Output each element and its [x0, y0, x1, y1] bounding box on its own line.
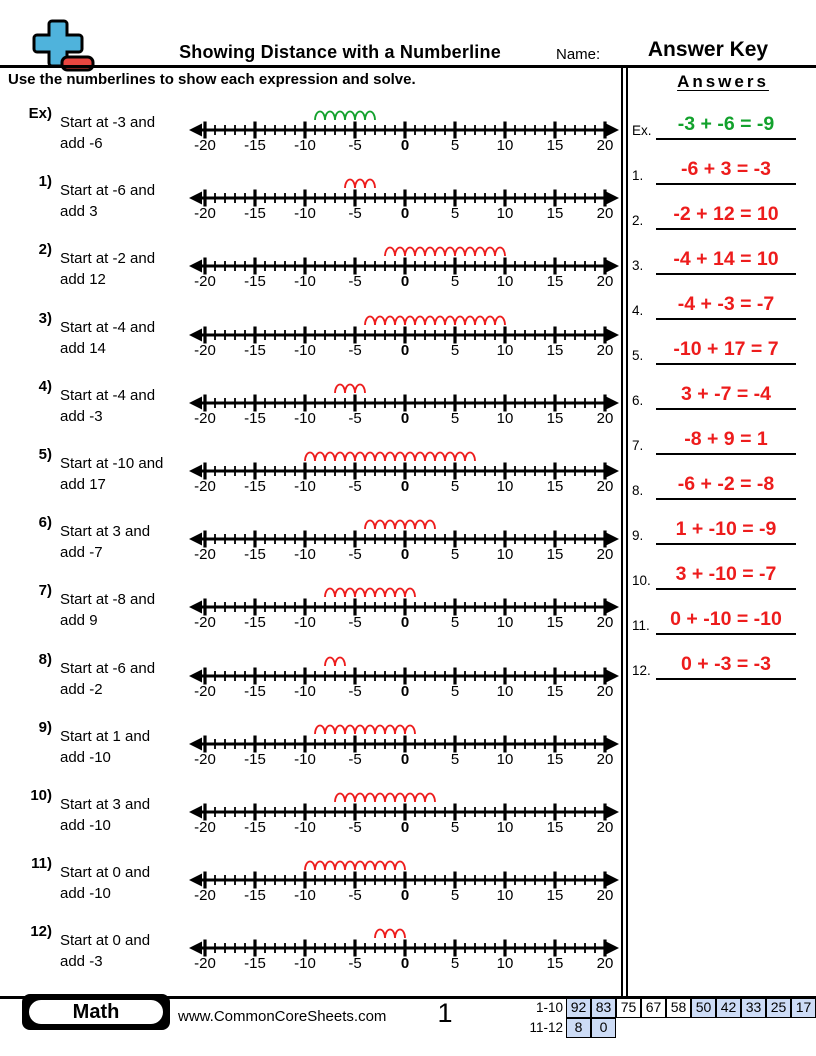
svg-text:-15: -15 [244, 409, 266, 427]
arrow-left-icon [189, 328, 202, 341]
svg-text:20: 20 [596, 750, 614, 768]
svg-text:5: 5 [450, 409, 460, 427]
numberline [186, 651, 634, 707]
arrow-left-icon [189, 601, 202, 614]
problem-row-8 [0, 651, 620, 715]
svg-text:-10: -10 [294, 409, 316, 427]
answer-blank-line [656, 408, 796, 411]
problem-text: Start at 3 and add -10 [60, 796, 151, 834]
answer-row-10 [630, 556, 800, 590]
svg-text:-10: -10 [294, 887, 316, 905]
hop-arcs [315, 112, 375, 121]
svg-text:5: 5 [450, 819, 460, 836]
svg-text:-10: -10 [294, 546, 316, 564]
answer-key-text: Answer Key [647, 38, 769, 61]
svg-text:20: 20 [596, 614, 614, 632]
svg-text:10: 10 [496, 887, 514, 905]
problem-number: 8) [38, 650, 52, 668]
grade-cell: 17 [791, 998, 816, 1018]
numberline [186, 378, 634, 434]
svg-text:5: 5 [450, 887, 460, 905]
page-number: 1 [437, 998, 453, 1028]
answer-blank-line [656, 318, 796, 321]
answer-blank-line [656, 363, 796, 366]
problem-text: Start at 0 and add -3 [60, 932, 151, 971]
answer-number: 3. [632, 258, 644, 273]
problem-text: Start at -2 and add 12 [60, 250, 156, 289]
answer-number: 6. [632, 393, 644, 408]
svg-text:-15: -15 [244, 819, 266, 836]
answer-value: -8 + 9 = 1 [684, 428, 768, 450]
problem-text: Start at -3 and add -6 [60, 114, 156, 152]
problem-row-10 [0, 787, 620, 851]
svg-text:5: 5 [450, 478, 460, 495]
problem-row-3 [0, 310, 620, 374]
problem-row-2 [0, 241, 620, 305]
svg-text:10: 10 [496, 341, 514, 359]
svg-text:-15: -15 [244, 205, 266, 223]
svg-text:5: 5 [450, 750, 460, 768]
svg-text:0: 0 [400, 819, 410, 836]
problem-number: 5) [38, 446, 52, 463]
svg-text:20: 20 [596, 955, 614, 973]
svg-text:20: 20 [596, 137, 614, 154]
svg-text:15: 15 [546, 478, 564, 495]
svg-text:0: 0 [400, 887, 410, 905]
grade-cell: 75 [616, 998, 641, 1018]
svg-text:10: 10 [496, 614, 514, 632]
svg-text:0: 0 [400, 409, 410, 427]
svg-text:20: 20 [596, 819, 614, 836]
problem-row-1 [0, 173, 620, 237]
problem-text: Start at -4 and add 14 [60, 318, 156, 357]
answer-value: -2 + 12 = 10 [673, 203, 779, 225]
hop-arcs [365, 521, 435, 530]
answer-value: 3 + -10 = -7 [675, 563, 777, 585]
svg-text:10: 10 [496, 205, 514, 223]
arrow-left-icon [189, 124, 202, 137]
svg-text:-20: -20 [194, 137, 216, 154]
svg-text:-5: -5 [348, 205, 362, 223]
answer-row-5 [630, 331, 800, 365]
answer-value: -3 + -6 = -9 [677, 113, 775, 135]
minus-icon [62, 57, 93, 70]
svg-text:5: 5 [450, 341, 460, 359]
grade-cell: 50 [691, 998, 716, 1018]
svg-text:10: 10 [496, 409, 514, 427]
svg-text:0: 0 [400, 478, 410, 495]
answer-row-4 [630, 286, 800, 320]
answer-value: -4 + -3 = -7 [677, 293, 775, 315]
svg-text:-10: -10 [294, 682, 316, 700]
answer-number: 11. [632, 618, 650, 633]
svg-text:20: 20 [596, 887, 614, 905]
hop-arcs [385, 248, 505, 257]
hop-arcs [325, 589, 415, 598]
problem-row-11 [0, 855, 620, 919]
svg-text:20: 20 [596, 273, 614, 291]
grade-cell: 25 [766, 998, 791, 1018]
svg-text:0: 0 [400, 205, 410, 223]
svg-text:10: 10 [496, 478, 514, 495]
svg-text:15: 15 [546, 341, 564, 359]
svg-text:-5: -5 [348, 682, 362, 700]
answer-number: Ex. [632, 123, 652, 138]
numberline [186, 923, 634, 979]
problem-row-9 [0, 719, 620, 783]
problem-text: Start at 0 and add -10 [60, 864, 151, 903]
arrow-left-icon [189, 192, 202, 205]
problem-number: 10) [30, 787, 52, 804]
svg-text:-5: -5 [348, 137, 362, 154]
svg-text:15: 15 [546, 546, 564, 564]
grade-cell: 33 [741, 998, 766, 1018]
arrow-right-icon [606, 396, 619, 409]
answer-number: 1. [632, 168, 644, 183]
svg-text:0: 0 [400, 750, 410, 768]
svg-text:-10: -10 [294, 137, 316, 154]
svg-text:-15: -15 [244, 137, 266, 154]
hop-arcs [345, 180, 375, 189]
numberline [186, 719, 634, 775]
svg-text:0: 0 [400, 546, 410, 564]
answer-blank-line [656, 678, 796, 681]
numberline [186, 514, 634, 570]
answer-blank-line [656, 498, 796, 501]
answer-row-7 [630, 421, 800, 455]
answer-number: 9. [632, 528, 644, 543]
arrow-right-icon [606, 533, 619, 546]
grade-row-label: 11-12 [529, 1020, 563, 1035]
svg-text:5: 5 [450, 273, 460, 291]
svg-text:15: 15 [546, 750, 564, 768]
problem-text: Start at -10 and add 17 [60, 455, 164, 493]
answer-number: 5. [632, 348, 644, 363]
answer-blank-line [656, 228, 796, 231]
svg-text:15: 15 [546, 137, 564, 154]
page-title: Showing Distance with a Numberline [179, 42, 501, 62]
svg-text:-5: -5 [348, 887, 362, 905]
numberline [186, 582, 634, 638]
arrow-left-icon [189, 396, 202, 409]
svg-text:-20: -20 [194, 409, 216, 427]
grade-cell: 0 [591, 1018, 616, 1038]
svg-text:-10: -10 [294, 955, 316, 973]
arrow-left-icon [189, 737, 202, 750]
svg-text:15: 15 [546, 955, 564, 973]
problem-row-6 [0, 514, 620, 578]
svg-text:10: 10 [496, 682, 514, 700]
svg-text:5: 5 [450, 205, 460, 223]
svg-text:-15: -15 [244, 887, 266, 905]
svg-text:-10: -10 [294, 478, 316, 495]
answer-row-11 [630, 601, 800, 635]
svg-text:15: 15 [546, 205, 564, 223]
svg-text:0: 0 [400, 273, 410, 291]
grade-cell: 42 [716, 998, 741, 1018]
svg-text:-20: -20 [194, 273, 216, 291]
hop-arcs [315, 725, 415, 734]
grade-row-label: 1-10 [535, 1000, 563, 1015]
svg-text:-15: -15 [244, 750, 266, 768]
hop-arcs [305, 862, 405, 871]
svg-text:5: 5 [450, 137, 460, 154]
grade-row [527, 998, 816, 1018]
answer-number: 10. [632, 573, 651, 588]
answer-row-9 [630, 511, 800, 545]
svg-text:-20: -20 [194, 750, 216, 768]
answer-blank-line [656, 588, 796, 591]
problem-number: 1) [38, 173, 52, 191]
answer-row-12 [630, 646, 800, 680]
answer-blank-line [656, 453, 796, 456]
svg-text:10: 10 [496, 819, 514, 836]
svg-text:20: 20 [596, 478, 614, 495]
svg-text:5: 5 [450, 614, 460, 632]
svg-text:-10: -10 [294, 750, 316, 768]
svg-text:-15: -15 [244, 478, 266, 495]
svg-text:-5: -5 [348, 819, 362, 836]
problem-number: 4) [38, 377, 52, 395]
svg-text:-5: -5 [348, 750, 362, 768]
problem-number: Ex) [28, 105, 52, 122]
problem-number: 7) [38, 582, 52, 600]
answer-blank-line [656, 273, 796, 276]
problem-row-4 [0, 378, 620, 442]
svg-text:15: 15 [546, 409, 564, 427]
svg-text:-20: -20 [194, 205, 216, 223]
problem-number: 12) [30, 923, 52, 941]
numberline [186, 173, 634, 229]
arrow-left-icon [189, 669, 202, 682]
svg-text:-10: -10 [294, 273, 316, 291]
problem-row-7 [0, 582, 620, 646]
arrow-right-icon [606, 260, 619, 273]
subject-badge [22, 994, 170, 1030]
arrow-right-icon [606, 124, 619, 137]
svg-text:20: 20 [596, 341, 614, 359]
problem-text: Start at 1 and add -10 [60, 727, 151, 766]
problem-row-12 [0, 923, 620, 987]
answer-number: 8. [632, 483, 644, 498]
svg-text:15: 15 [546, 682, 564, 700]
svg-text:-5: -5 [348, 955, 362, 973]
svg-text:-20: -20 [194, 955, 216, 973]
svg-text:-10: -10 [294, 341, 316, 359]
answer-number: 7. [632, 438, 644, 453]
grade-cell: 58 [666, 998, 691, 1018]
svg-text:-20: -20 [194, 546, 216, 564]
svg-text:15: 15 [546, 614, 564, 632]
svg-text:15: 15 [546, 819, 564, 836]
svg-text:20: 20 [596, 409, 614, 427]
answer-blank-line [656, 633, 796, 636]
arrow-left-icon [189, 942, 202, 955]
numberline [186, 446, 634, 502]
arrow-right-icon [606, 669, 619, 682]
numberline [186, 787, 634, 843]
grade-cell: 67 [641, 998, 666, 1018]
problem-row-ex [0, 105, 620, 169]
grade-cell: 83 [591, 998, 616, 1018]
svg-text:-5: -5 [348, 478, 362, 495]
svg-text:15: 15 [546, 887, 564, 905]
answer-value: -10 + 17 = 7 [673, 338, 779, 360]
svg-text:20: 20 [596, 682, 614, 700]
problem-text: Start at 3 and add -7 [60, 523, 151, 562]
instruction-text: Use the numberlines to show each expression and solve. [8, 71, 416, 88]
problem-number: 6) [38, 514, 52, 532]
svg-text:-20: -20 [194, 478, 216, 495]
svg-text:-10: -10 [294, 205, 316, 223]
problem-number: 2) [38, 241, 52, 259]
grade-row [527, 1018, 816, 1038]
answer-row-1 [630, 151, 800, 185]
hop-arcs [305, 453, 475, 462]
svg-text:10: 10 [496, 750, 514, 768]
name-label: Name: [556, 46, 601, 63]
answer-value: 0 + -3 = -3 [681, 653, 771, 675]
problem-number: 3) [38, 309, 52, 327]
arrow-right-icon [606, 737, 619, 750]
arrow-right-icon [606, 192, 619, 205]
svg-text:-10: -10 [294, 614, 316, 632]
numberline [186, 105, 634, 161]
answer-blank-line [656, 138, 796, 141]
arrow-right-icon [606, 465, 619, 478]
numberline [186, 310, 634, 366]
svg-text:-15: -15 [244, 614, 266, 632]
grading-table [527, 998, 816, 1038]
arrow-right-icon [606, 806, 619, 819]
svg-text:0: 0 [400, 341, 410, 359]
grade-cell: 92 [566, 998, 591, 1018]
answer-value: -6 + -2 = -8 [677, 473, 775, 495]
svg-text:-15: -15 [244, 546, 266, 564]
svg-text:5: 5 [450, 955, 460, 973]
numberline [186, 855, 634, 911]
arrow-right-icon [606, 328, 619, 341]
svg-text:-15: -15 [244, 341, 266, 359]
problem-number: 9) [38, 718, 52, 736]
hop-arcs [335, 384, 365, 393]
svg-text:5: 5 [450, 546, 460, 564]
answer-row-ex [630, 106, 800, 140]
problem-number: 11) [31, 855, 52, 873]
svg-text:10: 10 [496, 546, 514, 564]
answer-row-8 [630, 466, 800, 500]
svg-text:0: 0 [400, 955, 410, 973]
answer-blank-line [656, 543, 796, 546]
svg-text:10: 10 [496, 137, 514, 154]
hop-arcs [365, 316, 505, 325]
hop-arcs [335, 794, 435, 803]
header-divider [0, 65, 816, 68]
answer-number: 2. [632, 213, 644, 228]
numberline [186, 241, 634, 297]
svg-text:0: 0 [400, 614, 410, 632]
arrow-right-icon [606, 942, 619, 955]
svg-text:-20: -20 [194, 614, 216, 632]
svg-text:0: 0 [400, 137, 410, 154]
problem-text: Start at -6 and add -2 [60, 659, 156, 698]
svg-text:20: 20 [596, 546, 614, 564]
arrow-left-icon [189, 533, 202, 546]
answers-heading: Answers [677, 72, 769, 91]
arrow-left-icon [189, 260, 202, 273]
answer-row-3 [630, 241, 800, 275]
arrow-left-icon [189, 465, 202, 478]
website-text: www.CommonCoreSheets.com [178, 1008, 387, 1025]
problem-text: Start at -6 and add 3 [60, 182, 156, 221]
problem-text: Start at -8 and add 9 [60, 591, 156, 630]
svg-text:-5: -5 [348, 546, 362, 564]
svg-text:-5: -5 [348, 341, 362, 359]
answer-row-2 [630, 196, 800, 230]
svg-text:-20: -20 [194, 887, 216, 905]
answer-value: 0 + -10 = -10 [670, 608, 782, 630]
svg-text:-5: -5 [348, 409, 362, 427]
svg-text:-20: -20 [194, 819, 216, 836]
arrow-right-icon [606, 601, 619, 614]
answer-blank-line [656, 183, 796, 186]
answer-value: 1 + -10 = -9 [675, 518, 777, 540]
svg-text:20: 20 [596, 205, 614, 223]
hop-arcs [375, 930, 405, 939]
svg-text:-15: -15 [244, 273, 266, 291]
plus-minus-logo [24, 18, 98, 72]
arrow-right-icon [606, 874, 619, 887]
svg-text:-5: -5 [348, 273, 362, 291]
answer-number: 12. [632, 663, 651, 678]
svg-text:-10: -10 [294, 819, 316, 836]
svg-text:-20: -20 [194, 341, 216, 359]
svg-text:5: 5 [450, 682, 460, 700]
problem-row-5 [0, 446, 620, 510]
svg-text:0: 0 [400, 682, 410, 700]
svg-text:-20: -20 [194, 682, 216, 700]
grade-cell: 8 [566, 1018, 591, 1038]
answer-value: 3 + -7 = -4 [681, 383, 771, 405]
problem-text: Start at -4 and add -3 [60, 386, 156, 425]
svg-text:-15: -15 [244, 955, 266, 973]
subject-badge-label: Math [27, 998, 165, 1026]
svg-text:10: 10 [496, 955, 514, 973]
arrow-left-icon [189, 806, 202, 819]
svg-text:-15: -15 [244, 682, 266, 700]
hop-arcs [325, 657, 345, 666]
answer-value: -4 + 14 = 10 [673, 248, 779, 270]
svg-text:10: 10 [496, 273, 514, 291]
answer-row-6 [630, 376, 800, 410]
svg-text:15: 15 [546, 273, 564, 291]
answer-number: 4. [632, 303, 644, 318]
answer-value: -6 + 3 = -3 [681, 158, 771, 180]
arrow-left-icon [189, 874, 202, 887]
svg-text:-5: -5 [348, 614, 362, 632]
